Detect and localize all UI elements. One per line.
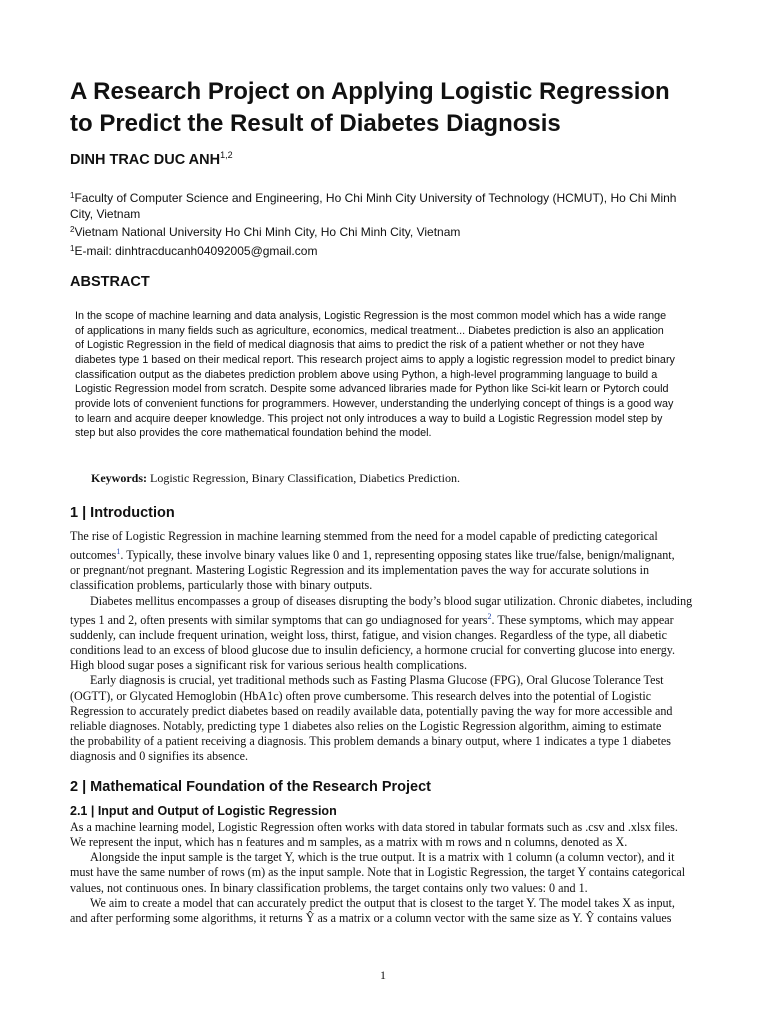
affiliation-sup: 1 [70,243,75,253]
paragraph-line [70,544,700,563]
abstract-line: Logistic Regression model from scratch. Despite some advanced libraries made for Python like Sci-kit learn or Pytorch could [75,383,669,396]
paragraph-line: (OGTT), or Glycated Hemoglobin (HbA1c) often prove cumbersome. This research delves into the potential of Logistic [70,688,652,703]
paragraph-line: High blood sugar poses a significant risk for various serious health complications. [70,658,468,673]
abstract-line: diabetes type 1 based on their medical report. This research project aims to apply a logistic regression model to predict binary [75,353,675,366]
paragraph-line: Regression to accurately predict diabetes based on readily available data, potentially paving the way for more accessible and [70,703,673,718]
abstract-line: of applications in many fields such as agriculture, economics, medical treatment... Diabetes prediction is also an application [75,324,664,337]
title-line-1: A Research Project on Applying Logistic Regression [70,78,670,105]
author-affiliation-sup: 1,2 [220,150,233,160]
page-number: 1 [380,968,386,982]
abstract-line: step but also provides the core mathematical foundation behind the model. [75,427,432,440]
abstract-line: of Logistic Regression in the field of medical diagnosis that aims to predict the risk of a patient whether or not they have [75,339,645,352]
paragraph-line: Alongside the input sample is the target Y, which is the true output. It is a matrix with 1 column (a column vector), and it [90,850,675,865]
keywords-text: Logistic Regression, Binary Classification, Diabetics Prediction. [150,471,460,485]
author-name: DINH TRAC DUC ANH [70,152,221,168]
keywords-label: Keywords: [91,471,147,485]
text-span: types 1 and 2, often presents with similar symptoms that can go undiagnosed for years [70,612,488,627]
title-line-2: to Predict the Result of Diabetes Diagnosis [70,110,561,137]
footnote-link[interactable]: 1 [116,547,121,557]
text-span: . Typically, these involve binary values like 0 and 1, representing opposing states like true/false, benign/malignant, [120,548,675,563]
footnote-link[interactable]: 2 [487,611,492,621]
paragraph-line: or pregnant/not pregnant. Mastering Logistic Regression and its implementation paves the way for accurate solutions in [70,563,650,578]
affiliation-text: Vietnam National University Ho Chi Minh City, Ho Chi Minh City, Vietnam [74,225,461,239]
paragraph-line: diagnosis and 0 signifies its absence. [70,749,249,764]
paragraph-line: values, not continuous ones. In binary classification problems, the target contains only two values: 0 and 1. [70,880,588,895]
subsection-2-1-heading: 2.1 | Input and Output of Logistic Regression [70,804,337,818]
abstract-line: to learn and acquire deeper knowledge. This project not only introduces a way to build a Logistic Regression model step by [75,412,663,425]
paragraph-line: classification problems, particularly those with binary outputs. [70,578,373,593]
section-1-heading: 1 | Introduction [70,505,175,521]
paragraph-line: The rise of Logistic Regression in machine learning stemmed from the need for a model capable of predicting categorical [70,529,658,543]
paragraph-line: We aim to create a model that can accurately predict the output that is closest to the target Y. The model takes X as input, [90,895,675,910]
abstract-line: In the scope of machine learning and data analysis, Logistic Regression is the most common model which has a wide range [75,310,667,322]
affiliation-text: Faculty of Computer Science and Engineering, Ho Chi Minh City University of Technology (HCMUT), Ho Chi Minh [74,191,677,205]
paragraph-line: the probability of a patient receiving a diagnosis. This problem demands a binary output, where 1 indicates a type 1 diabetes [70,734,671,749]
affiliation-email [70,241,710,260]
section-1-body [70,529,700,764]
paragraph-line: We represent the input, which has n features and m samples, as a matrix with m rows and n columns, denoted as X. [70,835,628,850]
affiliation-2 [70,222,710,241]
abstract-line: provide lots of convenient functions for programmers. However, understanding the underlying concept of things is a good way [75,397,674,410]
section-2-body [70,820,700,926]
paragraph-line: Diabetes mellitus encompasses a group of diseases disrupting the body’s blood sugar utilization. Chronic diabetes, including [90,593,693,608]
email-text: E-mail: dinhtracducanh04092005@gmail.com [74,243,318,258]
affiliations [70,188,710,259]
text-span: . These symptoms, which may appear [491,612,674,627]
text-span: outcomes [70,548,117,563]
affiliation-1-cont: City, Vietnam [70,206,141,221]
paragraph-line: As a machine learning model, Logistic Regression often works with data stored in tabular formats such as .csv and .xlsx files. [70,820,678,834]
paragraph-line [70,609,700,628]
affiliation-1 [70,188,710,207]
paragraph-line: suddenly, can include frequent urination, weight loss, thirst, fatigue, and vision changes. Regardless of the type, all diabetic [70,627,668,642]
paragraph-line: Early diagnosis is crucial, yet traditional methods such as Fasting Plasma Glucose (FPG), Oral Glucose Tolerance Test [90,673,664,688]
paragraph-line: reliable diagnoses. Notably, predicting type 1 diabetes also relies on the Logistic Regression algorithm, aiming to estimate [70,718,662,733]
author-line [70,150,233,168]
paragraph-line: must have the same number of rows (m) as the input sample. Note that in Logistic Regression, the target Y contains categorical [70,865,686,880]
paragraph-line: conditions lead to an excess of blood glucose due to insulin deficiency, a hormone crucial for converting glucose into energy. [70,643,676,658]
abstract-body [75,309,705,441]
section-2-heading: 2 | Mathematical Foundation of the Research Project [70,779,431,795]
keywords-line [91,471,460,486]
affiliation-sup: 2 [70,225,75,234]
abstract-heading: ABSTRACT [70,274,150,290]
paragraph-line: and after performing some algorithms, it returns Ŷ as a matrix or a column vector with the same size as Y. Ŷ contains values [70,910,672,925]
affiliation-sup: 1 [70,191,75,200]
abstract-line: classification output as the diabetes prediction problem above using Python, a high-level programming language to build a [75,368,658,381]
paper-title [70,76,710,140]
